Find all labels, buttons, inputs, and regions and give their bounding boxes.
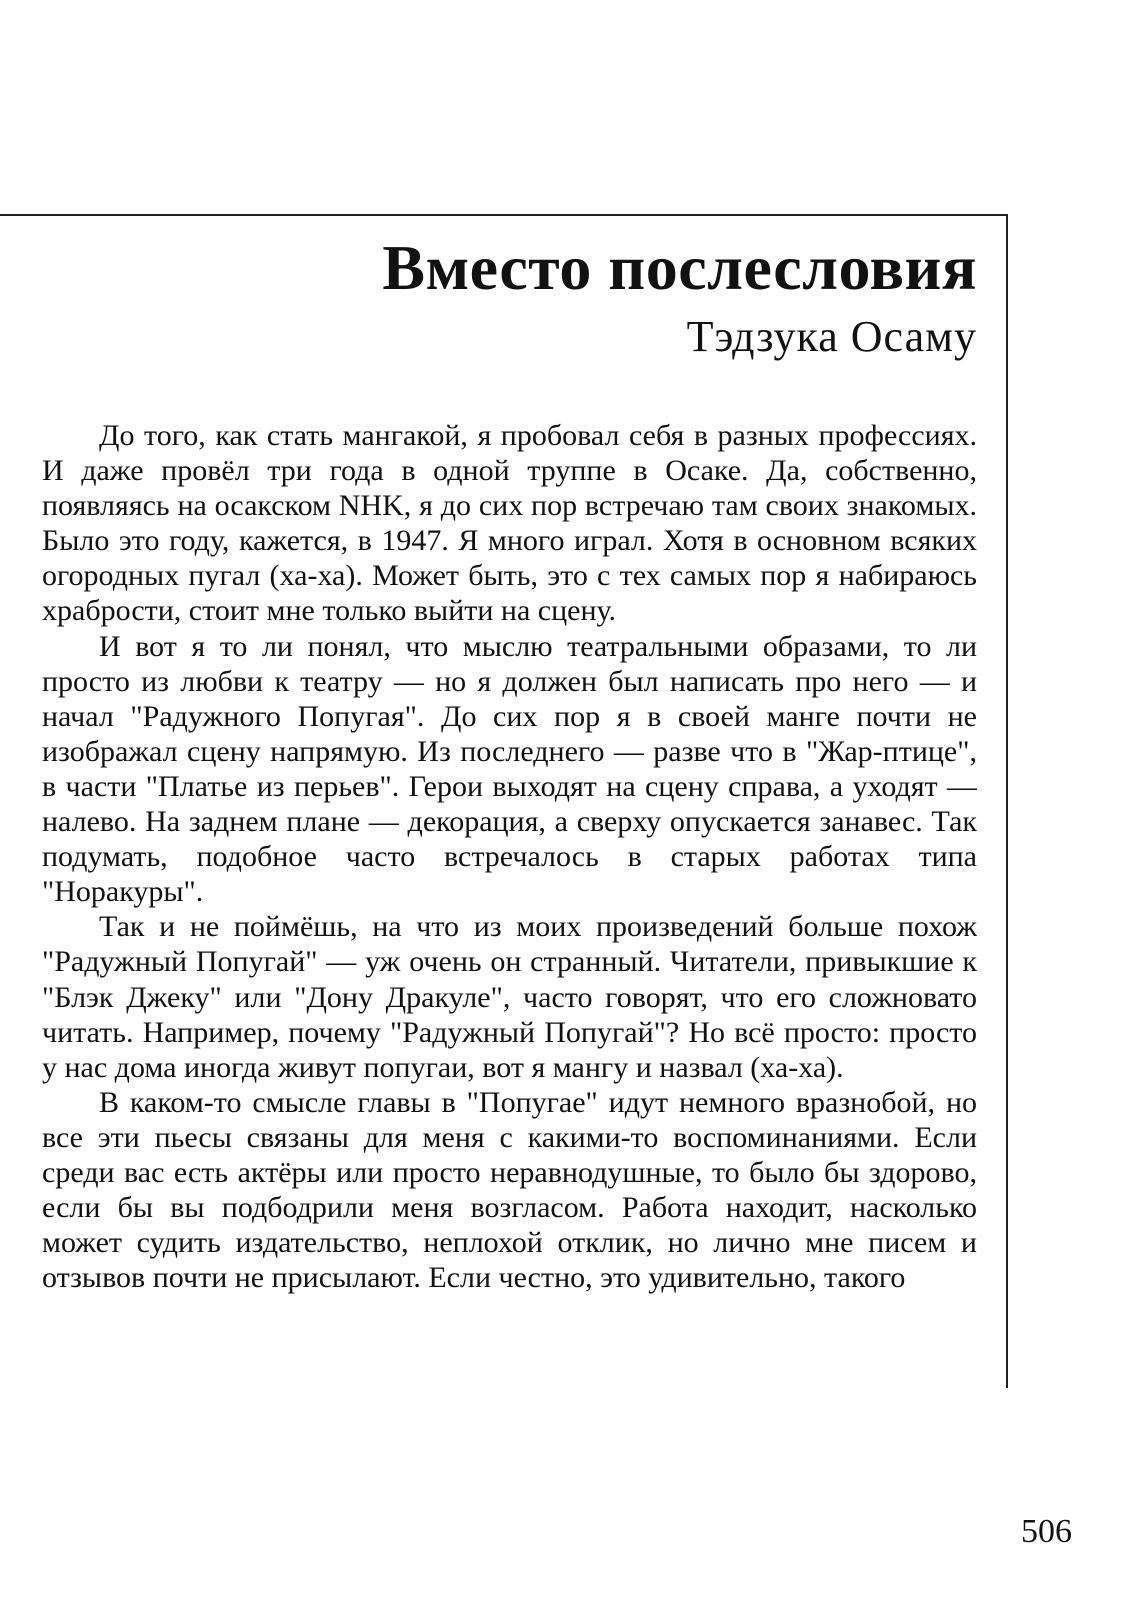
paragraph: Так и не поймёшь, на что из моих произведений больше похож "Радужный Попугай" — уж очень он странный. Читатели, привыкшие к "Блэк Джеку" или "Дону Дракуле", часто говорят, что его сложновато читать. Например, почему "Радужный Попугай"? Но всё просто: просто у нас дома иногда живут попугаи, вот я мангу и назвал (ха-ха). — [42, 910, 977, 1084]
frame-right-border — [1006, 214, 1008, 1388]
page-number: 506 — [1021, 1513, 1072, 1550]
frame-top-border — [0, 214, 1008, 216]
paragraph: До того, как стать мангакой, я пробовал себя в разных профессиях. И даже провёл три года в одной труппе в Осаке. Да, собственно, появляясь на осакском NHK, я до сих пор встречаю там своих знакомых. Было это году, кажется, в 1947. Я много играл. Хотя в основном всяких огородных пугал (ха-ха). Может быть, это с тех самых пор я набираюсь храбрости, стоит мне только выйти на сцену. — [42, 419, 977, 628]
paragraph: И вот я то ли понял, что мыслю театральными образами, то ли просто из любви к театру — но я должен был написать про него — и начал "Радужного Попугая". До сих пор я в своей манге почти не изображал сцену напрямую. Из последнего — разве что в "Жар-птице", в части "Платье из перьев". Герои выходят на сцену справа, а уходят — налево. На заднем плане — декорация, а сверху опускается занавес. Так подумать, подобное часто встречалось в старых работах типа "Норакуры". — [42, 629, 977, 909]
author-name: Тэдзука Осаму — [686, 312, 977, 361]
paragraph: В каком-то смысле главы в "Попугае" идут немного вразнобой, но все эти пьесы связаны для меня с какими-то воспоминаниями. Если среди вас есть актёры или просто неравнодушные, то было бы здорово, если бы вы подбодрили меня возгласом. Работа находит, насколько может судить издательство, неплохой отклик, но лично мне писем и отзывов почти не присылают. Если честно, это удивительно, такого — [42, 1085, 977, 1295]
body-text — [42, 418, 977, 1398]
page-title: Вместо послесловия — [382, 232, 977, 303]
